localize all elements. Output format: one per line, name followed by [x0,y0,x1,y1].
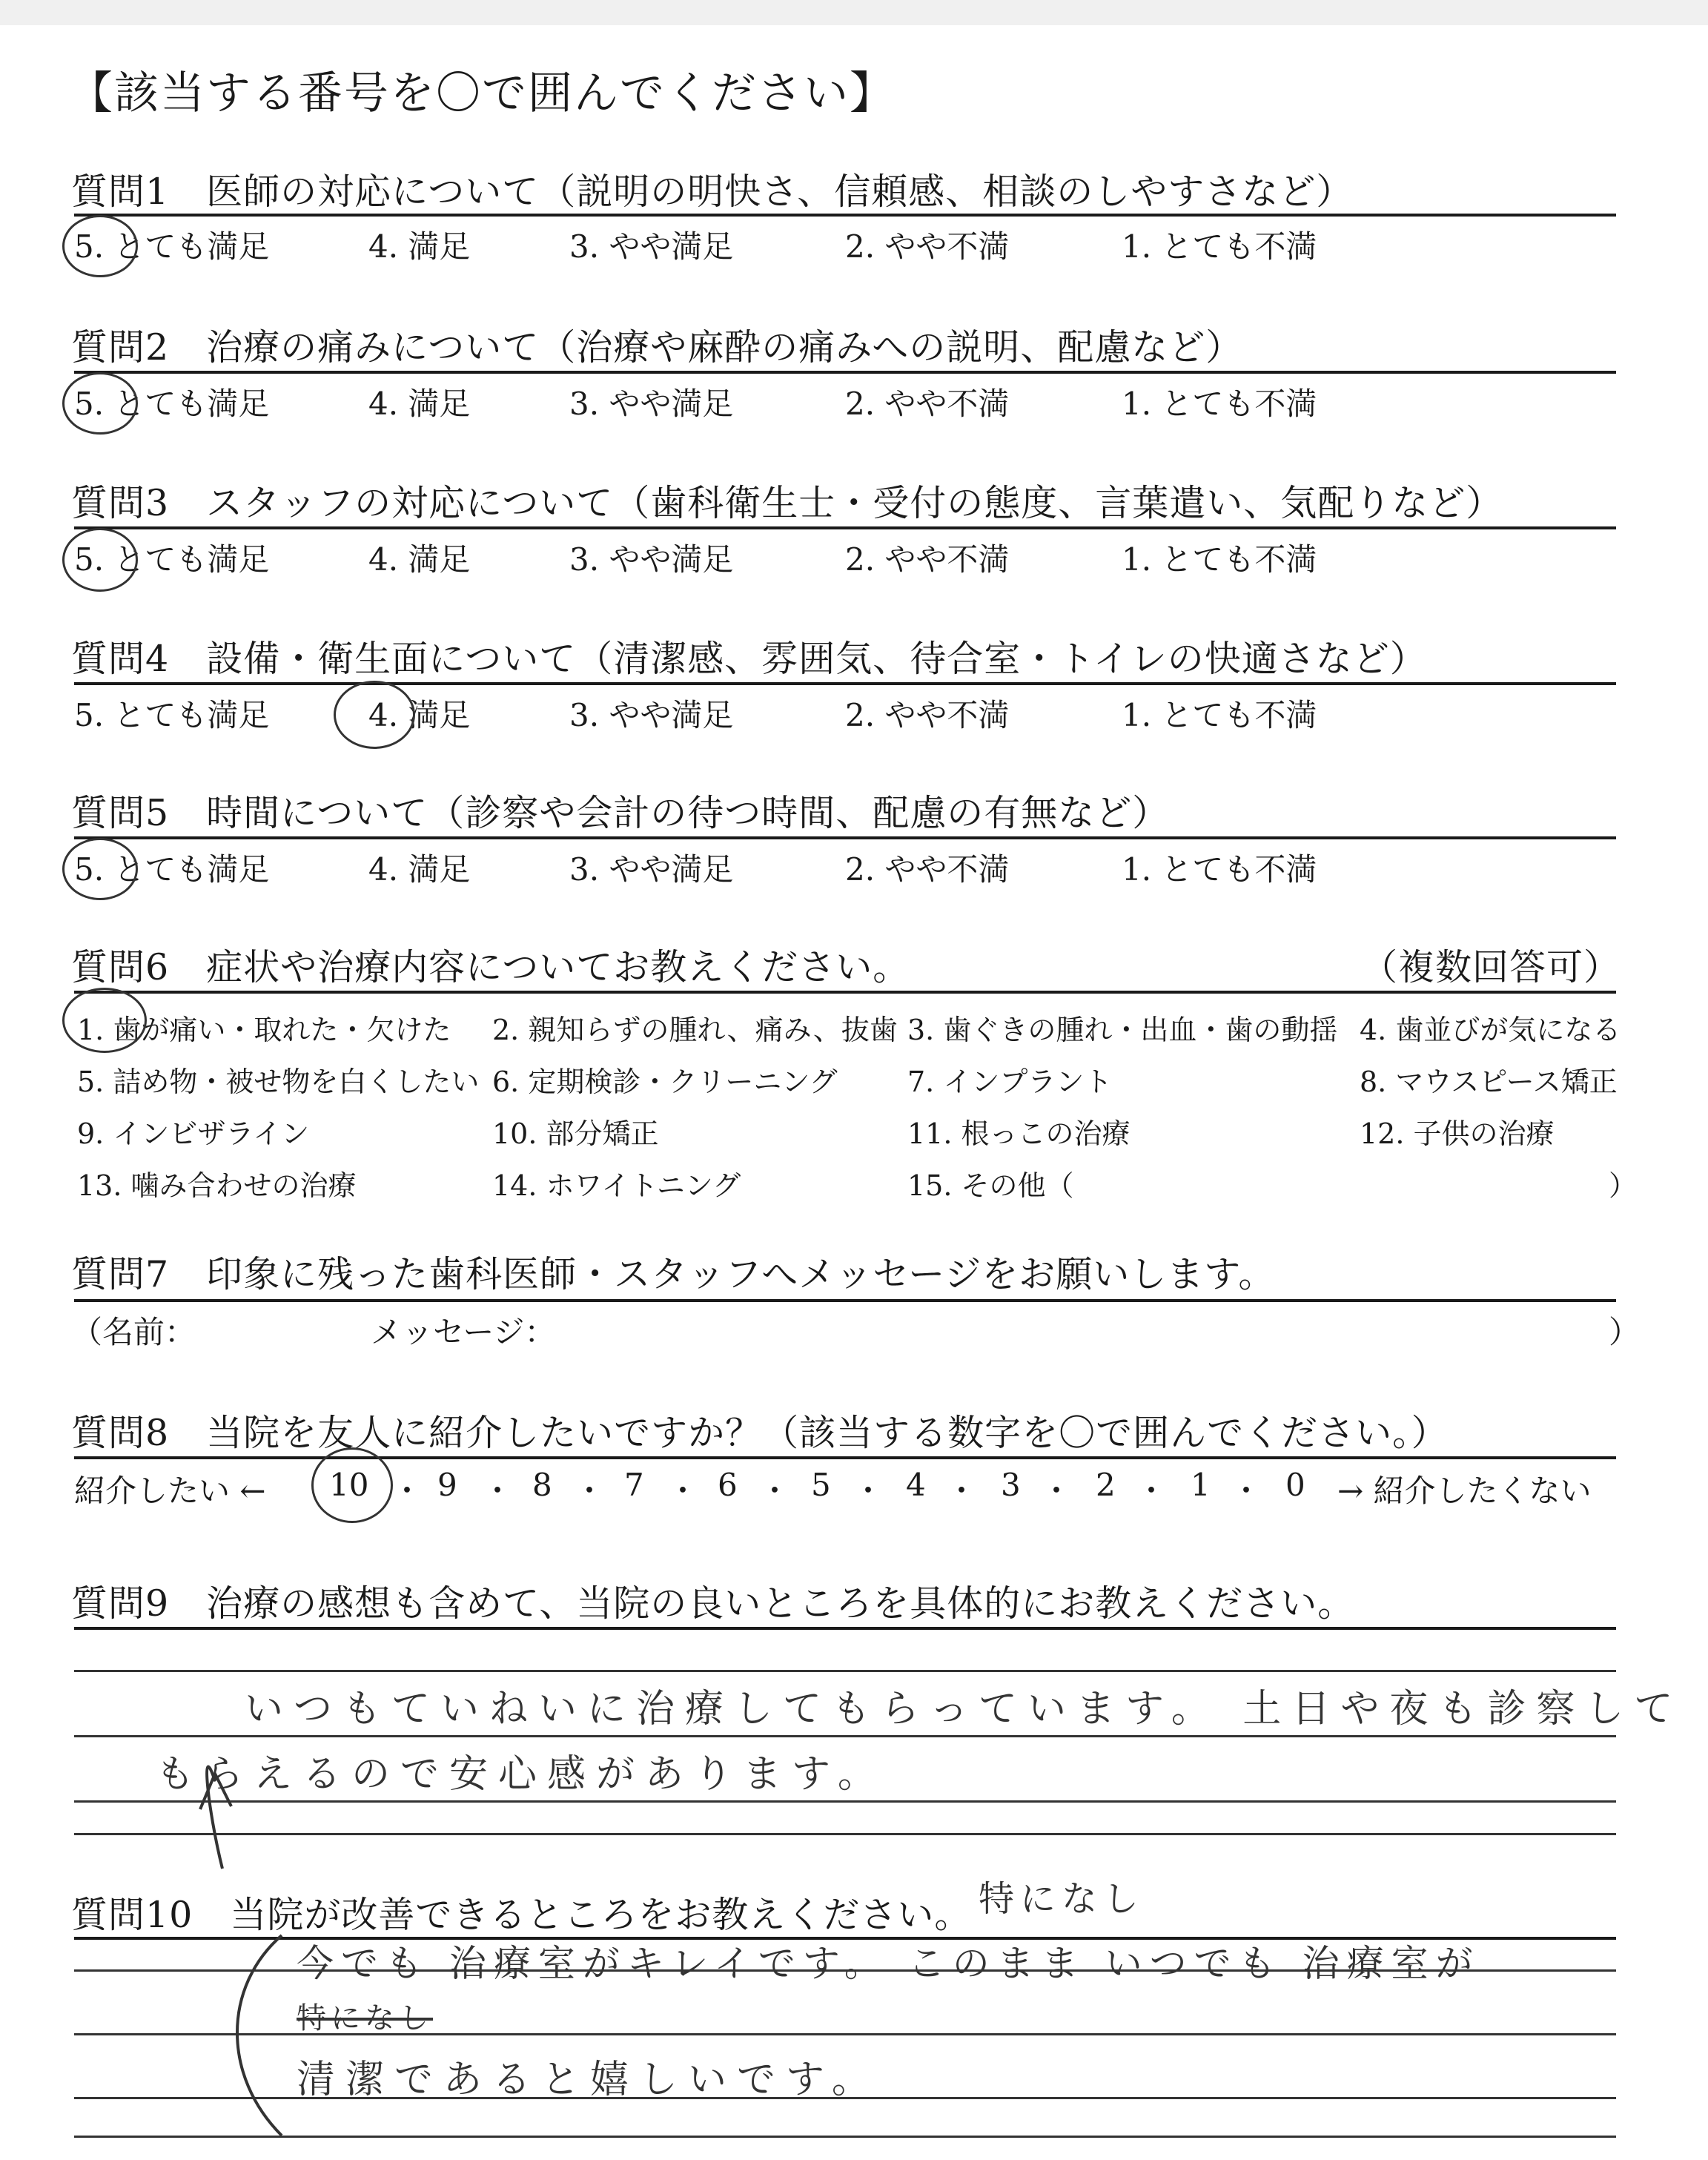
question-4: 質問4 設備・衛生面について（清潔感、雰囲気、待合室・トイレの快適さなど） [71,638,1427,680]
score-separator: ・ [482,1473,514,1509]
question-9: 質問9 治療の感想も含めて、当院の良いところを具体的にお教えください。 [71,1582,1355,1625]
q6-option-14[interactable]: 14. ホワイトニング [492,1169,741,1202]
option-1[interactable]: 1. とても不満 [1122,386,1317,422]
q6-option-15-close: ） [1609,1169,1638,1202]
option-3[interactable]: 3. やや満足 [569,228,734,265]
score-5[interactable]: 5 [811,1467,831,1503]
q9-handwritten-line-1: いつもていねいに治療してもらっています。 土日や夜も診察して [245,1687,1684,1731]
q6-option-5[interactable]: 5. 詰め物・被せ物を白くしたい [77,1066,480,1098]
scale-right-label: → 紹介したくない [1337,1473,1592,1509]
q6-option-8[interactable]: 8. マウスピース矯正 [1360,1066,1618,1098]
option-3[interactable]: 3. やや満足 [569,541,734,578]
option-2[interactable]: 2. やや不満 [845,228,1010,265]
option-3[interactable]: 3. やや満足 [569,697,734,733]
q6-option-9[interactable]: 9. インビザライン [77,1117,310,1150]
score-separator: ・ [667,1473,699,1509]
option-4[interactable]: 4. 満足 [368,697,471,733]
q6-option-3[interactable]: 3. 歯ぐきの腫れ・出血・歯の動揺 [907,1014,1338,1046]
multiple-answers-note: （複数回答可） [1361,946,1621,988]
score-separator: ・ [391,1473,423,1509]
score-9[interactable]: 9 [437,1467,457,1503]
q10-struck-text: 特になし [297,2001,433,2035]
message-field-label[interactable]: メッセージ： [371,1314,556,1350]
score-2[interactable]: 2 [1096,1467,1116,1503]
q10-handwritten-aside: 特になし [979,1878,1145,1920]
option-1[interactable]: 1. とても不満 [1122,228,1317,265]
question-6: 質問6 症状や治療内容についてお教えください。 [71,946,910,988]
score-8[interactable]: 8 [532,1467,552,1503]
option-5[interactable]: 5. とても満足 [74,851,270,888]
option-4[interactable]: 4. 満足 [368,851,471,888]
q6-option-1[interactable]: 1. 歯が痛い・取れた・欠けた [77,1014,451,1046]
q6-option-2[interactable]: 2. 親知らずの腫れ、痛み、抜歯 [492,1014,898,1046]
score-separator: ・ [853,1473,884,1509]
question-5: 質問5 時間について（診察や会計の待つ時間、配慮の有無など） [71,792,1170,834]
q6-option-10[interactable]: 10. 部分矯正 [492,1117,659,1150]
question-7: 質問7 印象に残った歯科医師・スタッフへメッセージをお願いします。 [71,1253,1276,1295]
score-separator: ・ [574,1473,606,1509]
option-4[interactable]: 4. 満足 [368,228,471,265]
question-2: 質問2 治療の痛みについて（治療や麻酔の痛みへの説明、配慮など） [71,326,1243,369]
option-1[interactable]: 1. とても不満 [1122,697,1317,733]
score-separator: ・ [946,1473,978,1509]
option-5[interactable]: 5. とても満足 [74,228,270,265]
score-10[interactable]: 10 [329,1467,369,1503]
q6-option-12[interactable]: 12. 子供の治療 [1360,1117,1555,1150]
q10-handwritten-line-2: 清潔であると嬉しいです。 [297,2058,881,2102]
question-1: 質問1 医師の対応について（説明の明快さ、信頼感、相談のしやすさなど） [71,171,1354,213]
option-5[interactable]: 5. とても満足 [74,697,270,733]
option-4[interactable]: 4. 満足 [368,541,471,578]
page-title: 【該当する番号を〇で囲んでください】 [68,67,896,119]
question-10: 質問10 当院が改善できるところをお教えください。 [71,1894,972,1936]
score-separator: ・ [1041,1473,1073,1509]
score-6[interactable]: 6 [718,1467,738,1503]
q6-option-6[interactable]: 6. 定期検診・クリーニング [492,1066,838,1098]
option-3[interactable]: 3. やや満足 [569,851,734,888]
option-2[interactable]: 2. やや不満 [845,697,1010,733]
score-7[interactable]: 7 [624,1467,644,1503]
option-2[interactable]: 2. やや不満 [845,541,1010,578]
score-0[interactable]: 0 [1285,1467,1305,1503]
option-5[interactable]: 5. とても満足 [74,386,270,422]
q6-option-11[interactable]: 11. 根っこの治療 [907,1117,1131,1150]
q10-handwritten-line-1: 今でも 治療室がキレイです。 このまま いつでも 治療室が [297,1942,1480,1985]
q7-close-paren: ） [1609,1314,1641,1350]
option-1[interactable]: 1. とても不満 [1122,541,1317,578]
q9-handwritten-line-2: もらえるので安心感があります。 [156,1752,887,1797]
scale-left-label: 紹介したい ← [74,1473,266,1509]
question-3: 質問3 スタッフの対応について（歯科衛生士・受付の態度、言葉遣い、気配りなど） [71,482,1503,524]
score-separator: ・ [1136,1473,1168,1509]
score-separator: ・ [759,1473,791,1509]
q6-option-7[interactable]: 7. インプラント [907,1066,1113,1098]
score-3[interactable]: 3 [1001,1467,1021,1503]
q6-option-4[interactable]: 4. 歯並びが気になる [1360,1014,1621,1046]
option-3[interactable]: 3. やや満足 [569,386,734,422]
option-4[interactable]: 4. 満足 [368,386,471,422]
score-1[interactable]: 1 [1191,1467,1211,1503]
option-5[interactable]: 5. とても満足 [74,541,270,578]
question-8: 質問8 当院を友人に紹介したいですか？（該当する数字を〇で囲んでください。） [71,1412,1449,1454]
score-4[interactable]: 4 [906,1467,926,1503]
option-1[interactable]: 1. とても不満 [1122,851,1317,888]
q6-option-13[interactable]: 13. 噛み合わせの治療 [77,1169,357,1202]
q6-option-15[interactable]: 15. その他（ [907,1169,1074,1202]
option-2[interactable]: 2. やや不満 [845,851,1010,888]
score-separator: ・ [1231,1473,1262,1509]
name-field-label[interactable]: （名前： [71,1314,196,1350]
option-2[interactable]: 2. やや不満 [845,386,1010,422]
